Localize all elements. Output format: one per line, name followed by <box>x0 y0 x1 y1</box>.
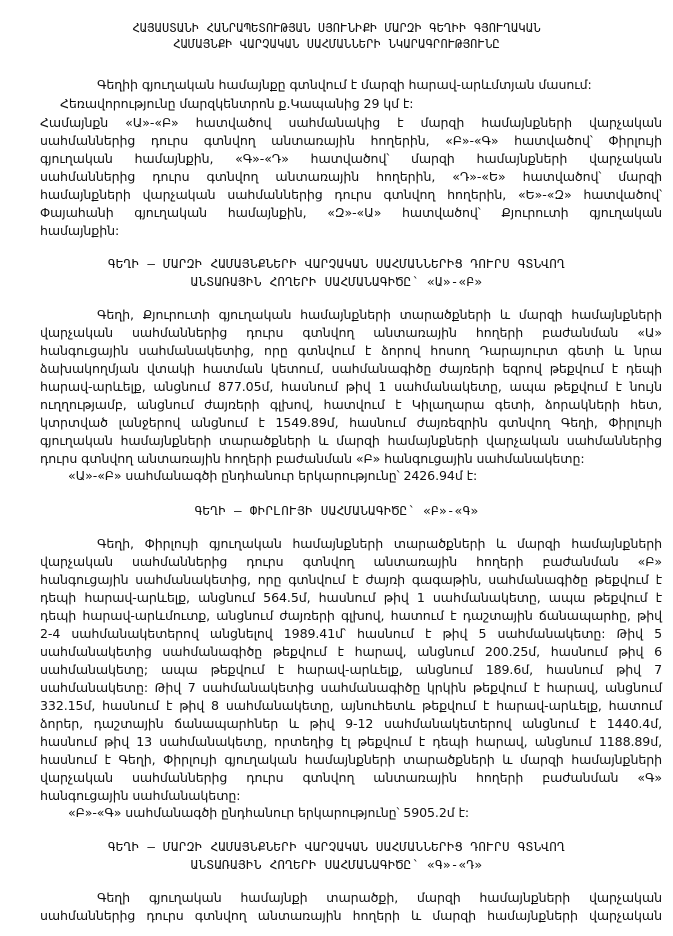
section1-line: հանգուցային սահմանակետից, որը գտնվում է ձորով հոսող Դարայուրտ գետի և նրա <box>40 343 662 358</box>
intro-line: Փայահանի գյուղական համայնքին, «Զ»-«Ա» հատվածով՝ Քյուրուտի գյուղական <box>40 205 662 220</box>
section3-line: սահմաններից դուրս գտնվող անտառային հողերի և մարզի համայնքների վարչական <box>40 908 662 923</box>
section2-line: 332.15մ, հասնում է թիվ 8 սահմանակետը, այնուհետև թեքվում է հարավ-արևելք, հատում <box>40 698 662 713</box>
section2-line: վարչական սահմաններից դուրս գտնվող անտառային հողերի բաժանման «Գ» <box>40 770 662 785</box>
section-heading: ԱՆՏԱՌԱՅԻՆ ՀՈՂԵՐԻ ՍԱՀՄԱՆԱԳԻԾԸ՝ «Ա»-«Բ» <box>190 274 483 289</box>
section1-line: հարավ-արևելք, անցնում 877.05մ, հասնում թիվ 1 սահմանակետը, ապա թեքվում է նույն <box>40 379 662 394</box>
intro-line: համայնքին: <box>40 223 120 238</box>
section2-line: դեպի հարավ-արևմուտք, անցնում ժայռերի գլխով, հատում է դաշտային ճանապարհը, թիվ <box>40 608 662 623</box>
section1-line: վարչական սահմաններից դուրս գտնվող անտառային հողերի բաժանման «Ա» <box>40 325 662 340</box>
section2-line: սահմանակետը: Թիվ 7 սահմանակետից սահմանագիծը կրկին թեքվում է հարավ, անցնում <box>40 680 662 695</box>
section-heading: ԱՆՏԱՌԱՅԻՆ ՀՈՂԵՐԻ ՍԱՀՄԱՆԱԳԻԾԸ՝ «Գ»-«Դ» <box>190 857 483 872</box>
intro-line: համայնքների վարչական սահմաններից դուրս գտնվող հողերին, «Ե»-«Զ» հատվածով՝ <box>40 187 662 202</box>
intro-line: սահմաններից դուրս գտնվող անտառային հողերին, «Դ»-«Ե» հատվածով՝ մարզի <box>40 169 662 184</box>
section1-line: դուրս գտնվող անտառային հողերի բաժանման «Բ» հանգուցային սահմանակետը: <box>40 451 585 466</box>
section2-line: Գեղի, Փիրլույի գյուղական համայնքների տարածքների և մարզի համայնքների <box>97 536 662 551</box>
section-heading: ԳԵՂԻ – ՄԱՐԶԻ ՀԱՄԱՅՆՔՆԵՐԻ ՎԱՐՉԱԿԱՆ ՍԱՀՄԱՆՆԵՐԻՑ ԴՈՒՐՍ ԳՏՆՎՈՂ <box>107 839 566 854</box>
section-heading: ԳԵՂԻ – ՄԱՐԶԻ ՀԱՄԱՅՆՔՆԵՐԻ ՎԱՐՉԱԿԱՆ ՍԱՀՄԱՆՆԵՐԻՑ ԴՈՒՐՍ ԳՏՆՎՈՂ <box>107 256 566 271</box>
section2-line: վարչական սահմաններից դուրս գտնվող անտառային հողերի բաժանման «Բ» <box>40 554 662 569</box>
section2-line: հանգուցային սահմանակետից, որը գտնվում է ժայռի գագաթին, սահմանագիծը թեքվում է <box>40 572 662 587</box>
intro-line: Հեռավորությունը մարզկենտրոն ք.Կապանից 29 կմ է: <box>60 96 414 111</box>
section1-line: Գեղի, Քյուրուտի գյուղական համայնքների տարածքների և մարզի համայնքների <box>97 307 662 322</box>
section2-line: հասնում է Գեղի, Փիրլույի գյուղական համայնքների տարածքների և մարզի համայնքների <box>40 752 662 767</box>
intro-line: գյուղական համայնքին, «Գ»-«Դ» հատվածով՝ մարզի համայնքների վարչական <box>40 151 662 166</box>
intro-line: Գեղիի գյուղական համայնքը գտնվում է մարզի հարավ-արևմտյան մասում: <box>97 77 592 92</box>
section1-line: ձախակողմյան վտակի հատման կետում, սահմանագիծը ժայռերի եզրով թեքվում է դեպի <box>40 361 662 376</box>
intro-line: Համայնքն «Ա»-«Բ» հատվածով սահմանակից է մարզի համայնքների վարչական <box>40 115 662 130</box>
section1-line: կտրտված լանջերով անցնում է 1549.89մ, հասնում ժայռեզրին գտնվող Գեղի, Փիրլույի <box>40 415 662 430</box>
intro-line: սահմաններից դուրս գտնվող անտառային հողերին, «Բ»-«Գ» հատվածով՝ Փիրլույի <box>40 133 662 148</box>
document-title-line-1: ՀԱՅԱՍՏԱՆԻ ՀԱՆՐԱՊԵՏՈՒԹՅԱՆ ՍՅՈՒՆԻՔԻ ՄԱՐԶԻ ԳԵՂԻԻ ԳՅՈՒՂԱԿԱՆ <box>132 21 541 35</box>
section1-total-length: «Ա»-«Բ» սահմանագծի ընդհանուր երկարությունը՝ 2426.94մ է: <box>68 468 478 483</box>
section2-line: սահմանակետը; ապա թեքվում է հարավ-արևելք, անցնում 189.6մ, հասնում թիվ 7 <box>40 662 662 677</box>
section2-line: հասնում թիվ 13 սահմանակետը, որտեղից էլ թեքվում է դեպի հարավ, անցնում 1188.89մ, <box>40 734 662 749</box>
section2-total-length: «Բ»-«Գ» սահմանագծի ընդհանուր երկարությունը՝ 5905.2մ է: <box>68 805 470 820</box>
section2-line: հանգուցային սահմանակետը: <box>40 788 241 803</box>
section2-line: սահմանակետից սահմանագիծը թեքվում է հարավ, անցնում 200.25մ, հասնում թիվ 6 <box>40 644 662 659</box>
section1-line: ուղղությամբ, անցնում ժայռերի գլխով, հատվում է Կիլաղարա գետի, ձորակների հետ, <box>40 397 662 412</box>
section2-line: 2-4 սահմանակետերով անցնելով 1989.41մ՝ հասնում է թիվ 5 սահմանակետը: Թիվ 5 <box>40 626 662 641</box>
document-title-line-2: ՀԱՄԱՅՆՔԻ ՎԱՐՉԱԿԱՆ ՍԱՀՄԱՆՆԵՐԻ ՆԿԱՐԱԳՐՈՒԹՅՈՒՆԸ <box>173 37 500 51</box>
section1-line: գյուղական համայնքների տարածքների և մարզի համայնքների վարչական սահմաններից <box>40 433 662 448</box>
section-heading: ԳԵՂԻ – ՓԻՐԼՈՒՅԻ ՍԱՀՄԱՆԱԳԻԾԸ՝ «Բ»-«Գ» <box>194 503 479 518</box>
section2-line: դեպի հարավ-արևելք, անցնում 564.5մ, հասնում թիվ 1 սահմանակետը, ապա թեքվում է <box>40 590 662 605</box>
section3-line: Գեղի գյուղական համայնքի տարածքի, մարզի համայնքների վարչական <box>97 890 662 905</box>
section2-line: ձորեր, դաշտային ճանապարհներ և թիվ 9-12 սահմանակետերով անցնում է 1440.4մ, <box>40 716 662 731</box>
